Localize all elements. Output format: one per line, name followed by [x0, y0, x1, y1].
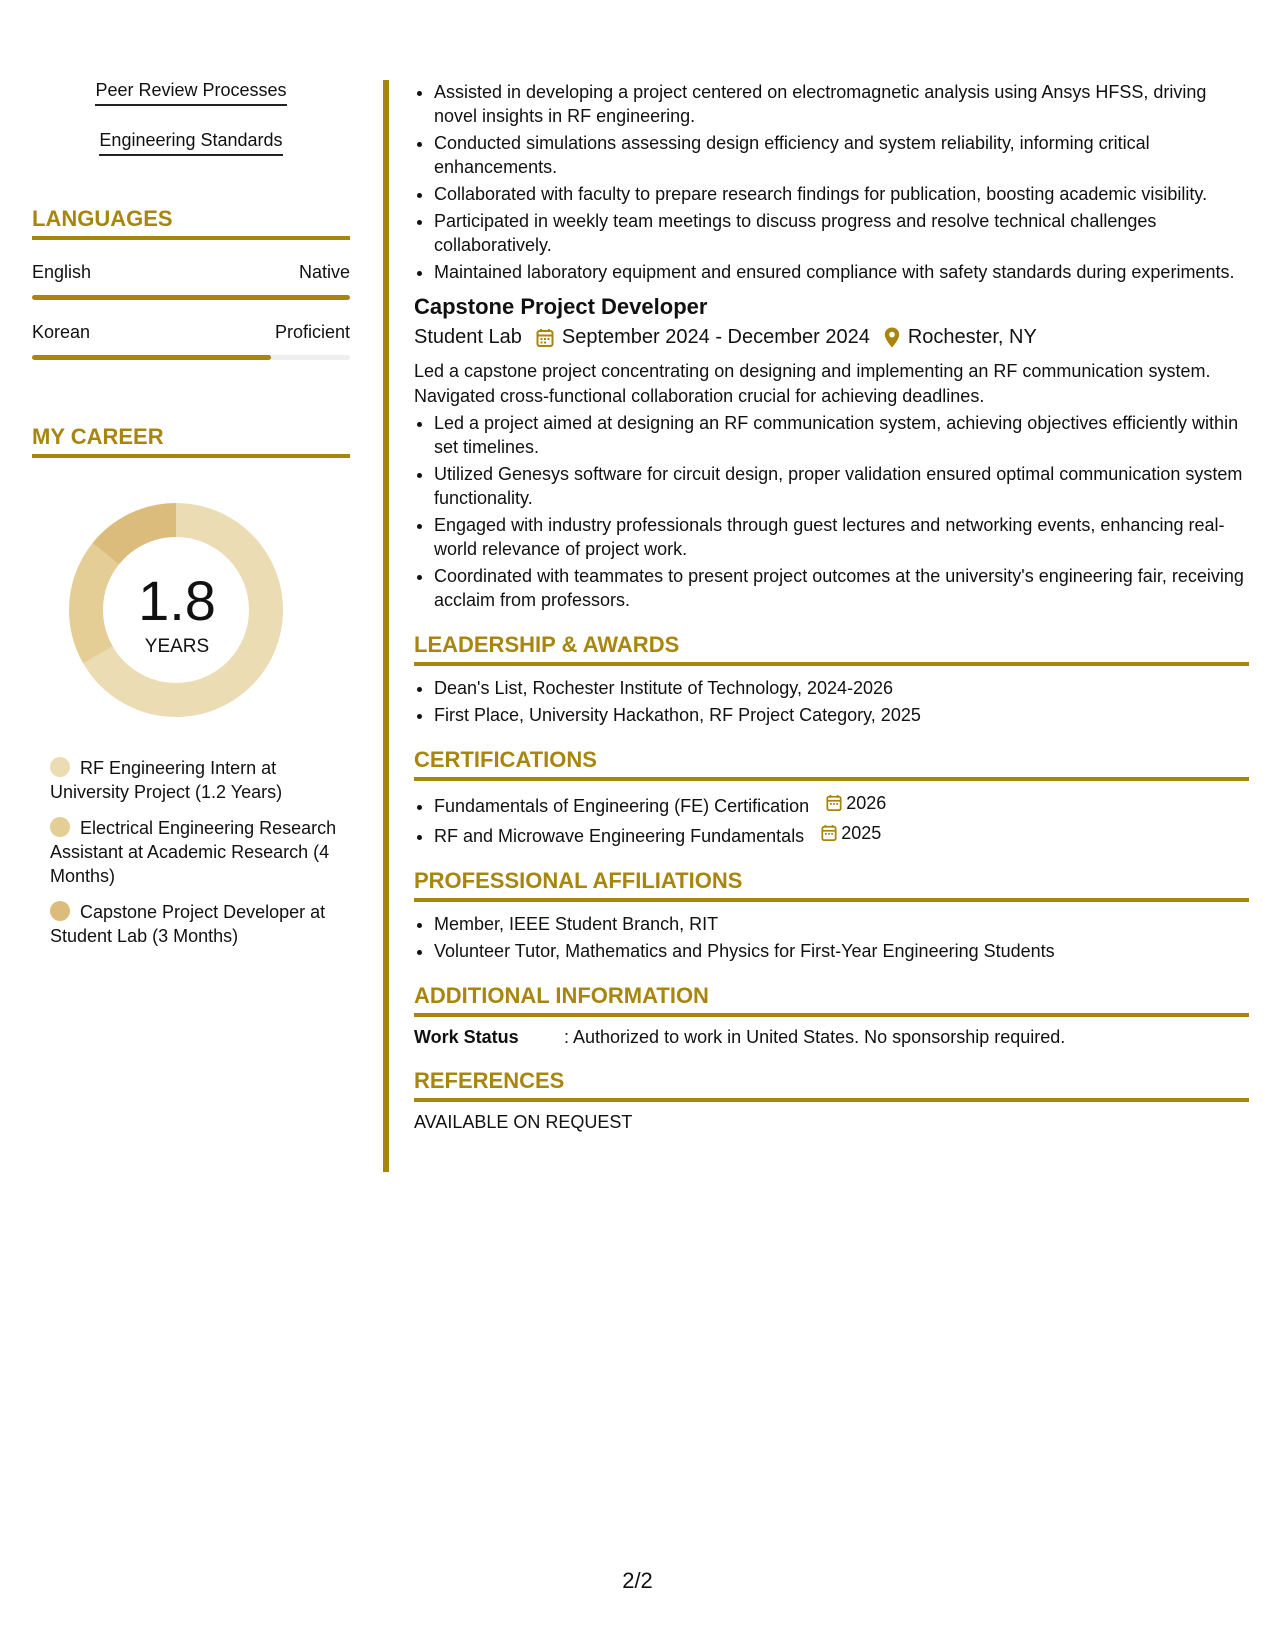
list-item: • Maintained laboratory equipment and ensured compliance with safety standards during experiments.	[434, 260, 1249, 284]
job-bullets	[414, 411, 1249, 612]
career-total-unit: YEARS	[144, 636, 210, 657]
references-heading: REFERENCES	[414, 1068, 1249, 1102]
job-location: Rochester, NY	[907, 326, 1037, 348]
page-number: 2/2	[622, 1568, 653, 1593]
certification-name: RF and Microwave Engineering Fundamentals	[434, 826, 805, 846]
list-item: • Collaborated with faculty to prepare research findings for publication, boosting academic visibility.	[434, 182, 1249, 206]
career-legend-label: Capstone Project Developer at Student Lab (3 Months)	[50, 902, 326, 946]
list-item: • Dean's List, Rochester Institute of Technology, 2024-2026	[434, 676, 1249, 700]
skills-list	[32, 80, 350, 176]
list-item: • Member, IEEE Student Branch, RIT	[434, 912, 1249, 936]
calendar-icon	[821, 824, 837, 842]
skill-tag: Peer Review Processes	[95, 80, 286, 106]
previous-job-bullets	[414, 80, 1249, 284]
language-proficiency-fill	[32, 355, 271, 360]
list-item: • Conducted simulations assessing design efficiency and system reliability, informing critical enhancements.	[434, 131, 1249, 179]
certification-name: Fundamentals of Engineering (FE) Certification	[434, 796, 810, 816]
certifications-heading: CERTIFICATIONS	[414, 747, 1249, 781]
leadership-heading: LEADERSHIP & AWARDS	[414, 632, 1249, 666]
career-legend	[32, 756, 350, 948]
language-proficiency-fill	[32, 295, 350, 300]
language-proficiency-bar	[32, 355, 350, 360]
references-text: AVAILABLE ON REQUEST	[414, 1112, 633, 1132]
career-legend-item	[50, 900, 350, 948]
language-level: Proficient	[274, 322, 350, 342]
career-legend-item	[50, 816, 350, 888]
certification-year: 2026	[846, 793, 887, 813]
language-proficiency-bar	[32, 295, 350, 300]
language-name: English	[32, 262, 92, 282]
career-legend-label: Electrical Engineering Research Assistant at Academic Research (4 Months)	[50, 818, 337, 886]
list-item: • First Place, University Hackathon, RF Project Category, 2025	[434, 703, 1249, 727]
leadership-list	[414, 676, 1249, 727]
career-total-value: 1.8	[138, 569, 216, 632]
certifications-list	[414, 791, 1249, 848]
list-item: • Participated in weekly team meetings to discuss progress and resolve technical challenges collaboratively.	[434, 209, 1249, 257]
location-pin-icon	[884, 327, 900, 348]
list-item: • Engaged with industry professionals through guest lectures and networking events, enhancing real-world relevance of project work.	[434, 513, 1249, 561]
career-donut-chart	[32, 500, 350, 730]
certification-item	[434, 821, 1249, 848]
list-item: • Volunteer Tutor, Mathematics and Physics for First-Year Engineering Students	[434, 939, 1249, 963]
list-item: • Assisted in developing a project centered on electromagnetic analysis using Ansys HFSS, driving novel insights in RF engineering.	[434, 80, 1249, 128]
calendar-icon	[536, 328, 554, 348]
job-title: Capstone Project Developer	[414, 294, 708, 319]
list-item: • Utilized Genesys software for circuit design, proper validation ensured optimal communication system functionality.	[434, 462, 1249, 510]
work-status-label: Work Status	[414, 1027, 519, 1047]
list-item: • Led a project aimed at designing an RF communication system, achieving objectives efficiently within set timelines.	[434, 411, 1249, 459]
job-meta	[414, 326, 1249, 349]
language-name: Korean	[32, 322, 91, 342]
career-heading: MY CAREER	[32, 424, 350, 458]
language-level: Native	[298, 262, 350, 282]
legend-dot	[50, 901, 70, 921]
job-company: Student Lab	[414, 326, 522, 348]
career-legend-item	[50, 756, 350, 804]
legend-dot	[50, 757, 70, 777]
additional-info-heading: ADDITIONAL INFORMATION	[414, 983, 1249, 1017]
calendar-icon	[826, 794, 842, 812]
languages-heading: LANGUAGES	[32, 206, 350, 240]
affiliations-list	[414, 912, 1249, 963]
job-description: Led a capstone project concentrating on designing and implementing an RF communication system. Navigated cross-functional collaboration crucial for achieving deadlines.	[414, 361, 1211, 406]
main-content	[414, 80, 1249, 1133]
job-dates: September 2024 - December 2024	[561, 326, 870, 348]
language-item	[32, 262, 350, 300]
work-status-value: : Authorized to work in United States. No sponsorship required.	[564, 1027, 1066, 1047]
career-legend-label: RF Engineering Intern at University Project (1.2 Years)	[50, 758, 283, 802]
list-item: • Coordinated with teammates to present project outcomes at the university's engineering fair, receiving acclaim from professors.	[434, 564, 1249, 612]
sidebar	[32, 80, 350, 960]
legend-dot	[50, 817, 70, 837]
language-item	[32, 322, 350, 360]
affiliations-heading: PROFESSIONAL AFFILIATIONS	[414, 868, 1249, 902]
job-entry	[414, 294, 1249, 612]
certification-item	[434, 791, 1249, 818]
certification-year: 2025	[841, 823, 882, 843]
skill-tag: Engineering Standards	[99, 130, 282, 156]
work-status-row	[414, 1027, 1249, 1048]
column-divider	[383, 80, 389, 1172]
